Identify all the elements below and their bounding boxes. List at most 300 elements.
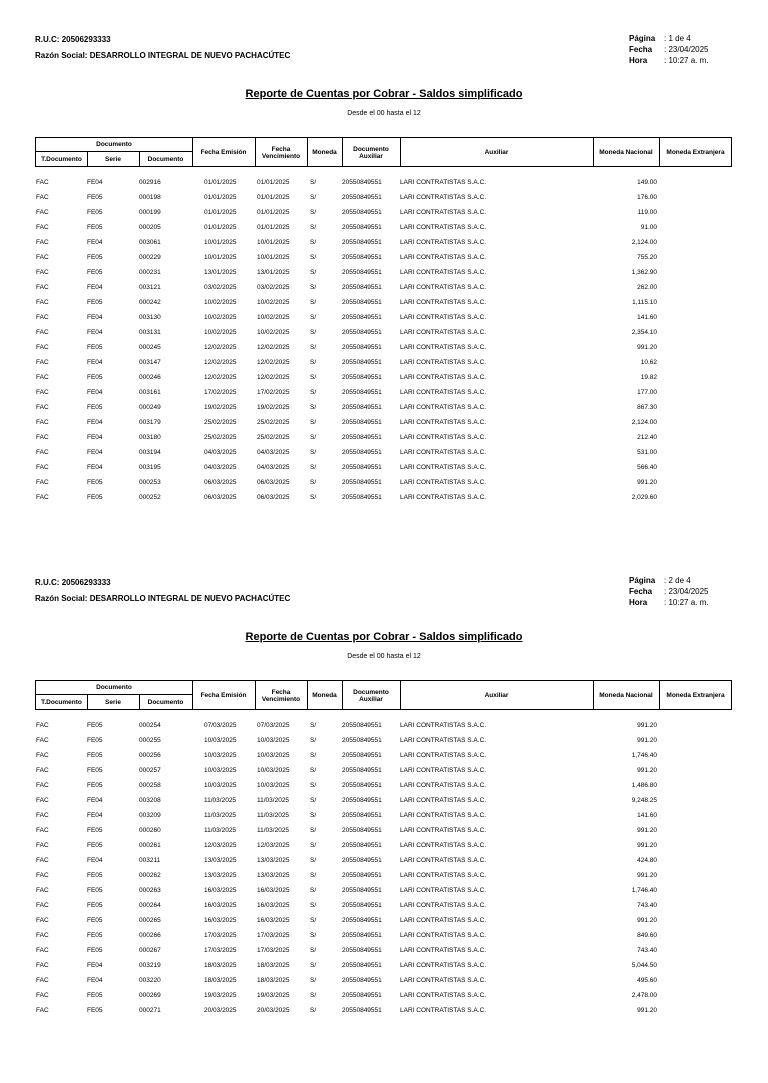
cell-tdocumento: FAC [36,269,49,276]
ruc [35,35,111,44]
col-moneda: Moneda [312,149,337,156]
cell-fecha-vencimiento: 20/03/2025 [257,1007,290,1014]
cell-fecha-emision: 11/03/2025 [204,812,237,819]
cell-auxiliar: LARI CONTRATISTAS S.A.C. [400,917,487,924]
cell-moneda: S/ [310,254,317,261]
report-page-1 [0,0,768,540]
cell-moneda-nacional: 176.00 [637,194,657,201]
cell-serie: FE05 [87,269,103,276]
cell-doc-auxiliar: 20550849551 [342,752,382,759]
cell-numero: 000271 [139,1007,161,1014]
cell-doc-auxiliar: 20550849551 [342,299,382,306]
cell-serie: FE05 [87,752,103,759]
cell-moneda-nacional: 991.20 [637,872,657,879]
table-row [35,430,735,445]
cell-moneda-nacional: 991.20 [637,737,657,744]
col-documento-group: Documento [96,141,132,148]
cell-numero: 000267 [139,947,161,954]
cell-moneda: S/ [310,284,317,291]
cell-serie: FE04 [87,389,103,396]
cell-moneda: S/ [310,782,317,789]
cell-moneda: S/ [310,389,317,396]
cell-auxiliar: LARI CONTRATISTAS S.A.C. [400,344,487,351]
cell-moneda: S/ [310,299,317,306]
cell-fecha-emision: 10/02/2025 [204,329,237,336]
cell-moneda-nacional: 91.00 [640,224,657,231]
cell-tdocumento: FAC [36,404,49,411]
cell-numero: 000258 [139,782,161,789]
cell-fecha-emision: 13/03/2025 [204,857,237,864]
cell-auxiliar: LARI CONTRATISTAS S.A.C. [400,224,487,231]
cell-serie: FE05 [87,947,103,954]
cell-doc-auxiliar: 20550849551 [342,872,382,879]
cell-doc-auxiliar: 20550849551 [342,782,382,789]
cell-serie: FE04 [87,434,103,441]
cell-tdocumento: FAC [36,932,49,939]
cell-serie: FE05 [87,842,103,849]
cell-moneda: S/ [310,752,317,759]
table-row [35,733,735,748]
cell-tdocumento: FAC [36,299,49,306]
cell-doc-auxiliar: 20550849551 [342,932,382,939]
cell-tdocumento: FAC [36,494,49,501]
cell-fecha-emision: 10/02/2025 [204,299,237,306]
cell-fecha-emision: 10/03/2025 [204,737,237,744]
cell-tdocumento: FAC [36,917,49,924]
cell-serie: FE04 [87,359,103,366]
cell-fecha-vencimiento: 11/03/2025 [257,827,290,834]
cell-fecha-vencimiento: 12/02/2025 [257,344,290,351]
table-body [35,718,735,1018]
col-moneda-nacional: Moneda Nacional [599,149,653,156]
table-row [35,265,735,280]
ruc-value: 20506293333 [61,578,111,587]
cell-moneda-nacional: 2,124.00 [631,419,657,426]
cell-auxiliar: LARI CONTRATISTAS S.A.C. [400,842,487,849]
pagina-label: Página [629,34,656,43]
cell-fecha-emision: 17/02/2025 [204,389,237,396]
cell-auxiliar: LARI CONTRATISTAS S.A.C. [400,857,487,864]
cell-tdocumento: FAC [36,239,49,246]
cell-fecha-emision: 10/03/2025 [204,767,237,774]
cell-serie: FE05 [87,479,103,486]
cell-doc-auxiliar: 20550849551 [342,827,382,834]
cell-auxiliar: LARI CONTRATISTAS S.A.C. [400,269,487,276]
cell-serie: FE04 [87,962,103,969]
cell-moneda-nacional: 991.20 [637,344,657,351]
hora-label: Hora [629,56,648,65]
cell-auxiliar: LARI CONTRATISTAS S.A.C. [400,827,487,834]
cell-fecha-vencimiento: 10/03/2025 [257,752,290,759]
cell-serie: FE04 [87,239,103,246]
cell-fecha-emision: 03/02/2025 [204,284,237,291]
cell-tdocumento: FAC [36,374,49,381]
cell-numero: 000261 [139,842,161,849]
cell-moneda-nacional: 2,354.10 [631,329,657,336]
razon-social [35,594,290,603]
cell-numero: 003211 [139,857,161,864]
cell-fecha-emision: 10/03/2025 [204,752,237,759]
cell-doc-auxiliar: 20550849551 [342,797,382,804]
page-meta [629,575,708,608]
cell-moneda-nacional: 991.20 [637,722,657,729]
cell-moneda-nacional: 991.20 [637,827,657,834]
cell-moneda-nacional: 424.80 [637,857,657,864]
cell-fecha-vencimiento: 17/03/2025 [257,947,290,954]
cell-serie: FE05 [87,872,103,879]
cell-moneda-nacional: 867.30 [637,404,657,411]
table-row [35,853,735,868]
cell-numero: 003209 [139,812,161,819]
cell-fecha-vencimiento: 17/03/2025 [257,932,290,939]
table-row [35,370,735,385]
table-row [35,1003,735,1018]
cell-moneda-nacional: 2,478.00 [631,992,657,999]
cell-doc-auxiliar: 20550849551 [342,902,382,909]
cell-doc-auxiliar: 20550849551 [342,389,382,396]
report-page-2 [0,543,768,1083]
table-row [35,280,735,295]
cell-moneda-nacional: 849.60 [637,932,657,939]
cell-fecha-emision: 12/03/2025 [204,842,237,849]
cell-moneda-nacional: 141.60 [637,314,657,321]
cell-moneda: S/ [310,962,317,969]
cell-serie: FE04 [87,314,103,321]
table-row [35,958,735,973]
cell-moneda: S/ [310,812,317,819]
table-row [35,250,735,265]
cell-numero: 000242 [139,299,161,306]
cell-numero: 000205 [139,224,161,231]
cell-moneda: S/ [310,239,317,246]
cell-auxiliar: LARI CONTRATISTAS S.A.C. [400,962,487,969]
cell-moneda-nacional: 1,115.10 [632,299,657,306]
hora-value: : 10:27 a. m. [664,56,709,65]
cell-fecha-emision: 10/01/2025 [204,254,237,261]
cell-fecha-emision: 18/03/2025 [204,962,237,969]
cell-numero: 000260 [139,827,161,834]
cell-moneda: S/ [310,992,317,999]
cell-fecha-emision: 12/02/2025 [204,374,237,381]
cell-moneda: S/ [310,947,317,954]
cell-auxiliar: LARI CONTRATISTAS S.A.C. [400,947,487,954]
cell-serie: FE04 [87,464,103,471]
table-row [35,400,735,415]
cell-doc-auxiliar: 20550849551 [342,404,382,411]
table-row [35,793,735,808]
cell-serie: FE05 [87,737,103,744]
cell-moneda: S/ [310,872,317,879]
cell-fecha-vencimiento: 16/03/2025 [257,887,290,894]
cell-fecha-vencimiento: 06/03/2025 [257,479,290,486]
cell-moneda-nacional: 1,486.80 [631,782,657,789]
cell-numero: 003147 [139,359,161,366]
cell-numero: 000249 [139,404,161,411]
cell-auxiliar: LARI CONTRATISTAS S.A.C. [400,722,487,729]
cell-fecha-vencimiento: 17/02/2025 [257,389,290,396]
cell-fecha-vencimiento: 10/03/2025 [257,737,290,744]
cell-fecha-vencimiento: 01/01/2025 [257,194,290,201]
cell-tdocumento: FAC [36,194,49,201]
cell-numero: 003194 [139,449,161,456]
cell-serie: FE05 [87,722,103,729]
cell-moneda-nacional: 2,124.00 [631,239,657,246]
cell-doc-auxiliar: 20550849551 [342,737,382,744]
table-row [35,748,735,763]
col-doc-auxiliar: Documento Auxiliar [353,688,389,703]
col-fecha-vencimiento: Fecha Vencimiento [261,145,301,160]
table-row [35,190,735,205]
cell-auxiliar: LARI CONTRATISTAS S.A.C. [400,977,487,984]
col-moneda-extranjera: Moneda Extranjera [666,692,725,699]
fecha-label: Fecha [629,587,653,596]
col-serie: Serie [105,698,121,706]
col-numero: Documento [147,698,184,706]
cell-fecha-emision: 17/03/2025 [204,947,237,954]
cell-fecha-emision: 12/02/2025 [204,344,237,351]
cell-fecha-emision: 11/03/2025 [204,827,237,834]
cell-fecha-emision: 17/03/2025 [204,932,237,939]
cell-tdocumento: FAC [36,782,49,789]
cell-moneda: S/ [310,494,317,501]
cell-moneda: S/ [310,827,317,834]
cell-moneda-nacional: 991.20 [637,842,657,849]
cell-fecha-vencimiento: 19/03/2025 [257,992,290,999]
cell-doc-auxiliar: 20550849551 [342,239,382,246]
cell-fecha-vencimiento: 13/03/2025 [257,872,290,879]
cell-serie: FE05 [87,209,103,216]
ruc [35,578,111,587]
cell-moneda-nacional: 991.20 [637,1007,657,1014]
cell-numero: 000269 [139,992,161,999]
cell-fecha-vencimiento: 07/03/2025 [257,722,290,729]
cell-fecha-vencimiento: 10/02/2025 [257,299,290,306]
cell-doc-auxiliar: 20550849551 [342,464,382,471]
table-row [35,385,735,400]
table-row [35,928,735,943]
cell-numero: 000256 [139,752,161,759]
table-row [35,295,735,310]
cell-numero: 000255 [139,737,161,744]
table-row [35,973,735,988]
col-fecha-vencimiento: Fecha Vencimiento [261,688,301,703]
cell-moneda: S/ [310,887,317,894]
cell-auxiliar: LARI CONTRATISTAS S.A.C. [400,449,487,456]
cell-serie: FE05 [87,254,103,261]
pagina-value: : 1 de 4 [664,34,691,43]
razon-social [35,51,290,60]
table-row [35,823,735,838]
cell-tdocumento: FAC [36,977,49,984]
cell-auxiliar: LARI CONTRATISTAS S.A.C. [400,239,487,246]
cell-auxiliar: LARI CONTRATISTAS S.A.C. [400,737,487,744]
cell-moneda: S/ [310,314,317,321]
table-body [35,175,735,505]
cell-fecha-vencimiento: 13/01/2025 [257,269,290,276]
cell-numero: 003219 [139,962,161,969]
cell-tdocumento: FAC [36,284,49,291]
cell-tdocumento: FAC [36,857,49,864]
cell-auxiliar: LARI CONTRATISTAS S.A.C. [400,479,487,486]
cell-serie: FE05 [87,782,103,789]
cell-auxiliar: LARI CONTRATISTAS S.A.C. [400,932,487,939]
cell-doc-auxiliar: 20550849551 [342,887,382,894]
cell-numero: 000266 [139,932,161,939]
cell-moneda-nacional: 743.40 [637,902,657,909]
cell-auxiliar: LARI CONTRATISTAS S.A.C. [400,389,487,396]
cell-moneda-nacional: 262.00 [637,284,657,291]
cell-numero: 003130 [139,314,161,321]
cell-fecha-emision: 25/02/2025 [204,434,237,441]
cell-tdocumento: FAC [36,962,49,969]
cell-serie: FE04 [87,179,103,186]
cell-moneda: S/ [310,449,317,456]
cell-auxiliar: LARI CONTRATISTAS S.A.C. [400,434,487,441]
cell-fecha-vencimiento: 12/03/2025 [257,842,290,849]
cell-fecha-vencimiento: 06/03/2025 [257,494,290,501]
cell-numero: 000263 [139,887,161,894]
cell-fecha-emision: 19/03/2025 [204,992,237,999]
cell-tdocumento: FAC [36,449,49,456]
cell-moneda-nacional: 10.62 [640,359,657,366]
table-row [35,355,735,370]
cell-serie: FE04 [87,419,103,426]
report-title: Reporte de Cuentas por Cobrar - Saldos simplificado [245,88,523,100]
cell-serie: FE05 [87,887,103,894]
table-row [35,778,735,793]
cell-tdocumento: FAC [36,329,49,336]
cell-moneda-nacional: 1,746.40 [631,752,657,759]
cell-fecha-emision: 01/01/2025 [204,209,237,216]
cell-serie: FE05 [87,494,103,501]
table-row [35,235,735,250]
cell-doc-auxiliar: 20550849551 [342,449,382,456]
cell-auxiliar: LARI CONTRATISTAS S.A.C. [400,299,487,306]
cell-tdocumento: FAC [36,767,49,774]
ruc-label: R.U.C: [35,578,60,587]
cell-numero: 000245 [139,344,161,351]
cell-moneda-nacional: 566.40 [637,464,657,471]
cell-doc-auxiliar: 20550849551 [342,947,382,954]
ruc-label: R.U.C: [35,35,60,44]
table-row [35,460,735,475]
cell-serie: FE04 [87,284,103,291]
cell-numero: 000257 [139,767,161,774]
cell-auxiliar: LARI CONTRATISTAS S.A.C. [400,314,487,321]
cell-fecha-vencimiento: 11/03/2025 [257,812,290,819]
cell-doc-auxiliar: 20550849551 [342,962,382,969]
col-auxiliar: Auxiliar [484,692,509,699]
cell-tdocumento: FAC [36,419,49,426]
cell-auxiliar: LARI CONTRATISTAS S.A.C. [400,494,487,501]
cell-numero: 003195 [139,464,161,471]
cell-auxiliar: LARI CONTRATISTAS S.A.C. [400,209,487,216]
cell-tdocumento: FAC [36,359,49,366]
cell-moneda: S/ [310,479,317,486]
cell-moneda: S/ [310,404,317,411]
table-row [35,883,735,898]
cell-moneda: S/ [310,1007,317,1014]
cell-doc-auxiliar: 20550849551 [342,767,382,774]
cell-doc-auxiliar: 20550849551 [342,224,382,231]
cell-fecha-vencimiento: 03/02/2025 [257,284,290,291]
cell-doc-auxiliar: 20550849551 [342,1007,382,1014]
table-row [35,898,735,913]
col-serie: Serie [105,155,121,163]
cell-auxiliar: LARI CONTRATISTAS S.A.C. [400,284,487,291]
cell-serie: FE05 [87,374,103,381]
table-row [35,475,735,490]
cell-tdocumento: FAC [36,254,49,261]
cell-moneda-nacional: 1,746.40 [631,887,657,894]
cell-moneda-nacional: 991.20 [637,767,657,774]
cell-fecha-emision: 04/03/2025 [204,464,237,471]
cell-moneda-nacional: 495.60 [637,977,657,984]
cell-moneda: S/ [310,419,317,426]
cell-serie: FE05 [87,1007,103,1014]
cell-fecha-emision: 06/03/2025 [204,494,237,501]
cell-moneda-nacional: 991.20 [637,917,657,924]
cell-doc-auxiliar: 20550849551 [342,977,382,984]
cell-fecha-vencimiento: 12/02/2025 [257,359,290,366]
razon-value: DESARROLLO INTEGRAL DE NUEVO PACHACÚTEC [89,594,291,603]
col-tdocumento: T.Documento [41,698,82,706]
cell-doc-auxiliar: 20550849551 [342,269,382,276]
col-auxiliar: Auxiliar [484,149,509,156]
table-row [35,763,735,778]
cell-auxiliar: LARI CONTRATISTAS S.A.C. [400,194,487,201]
cell-numero: 000262 [139,872,161,879]
page-meta [629,33,708,66]
cell-tdocumento: FAC [36,812,49,819]
cell-numero: 003220 [139,977,161,984]
cell-fecha-vencimiento: 18/03/2025 [257,977,290,984]
cell-tdocumento: FAC [36,1007,49,1014]
cell-fecha-emision: 07/03/2025 [204,722,237,729]
cell-moneda: S/ [310,224,317,231]
report-subtitle: Desde el 00 hasta el 12 [347,110,421,117]
razon-label: Razón Social: [35,51,88,60]
cell-tdocumento: FAC [36,827,49,834]
cell-moneda-nacional: 177.00 [637,389,657,396]
cell-auxiliar: LARI CONTRATISTAS S.A.C. [400,992,487,999]
cell-moneda: S/ [310,857,317,864]
cell-auxiliar: LARI CONTRATISTAS S.A.C. [400,887,487,894]
cell-moneda-nacional: 743.40 [637,947,657,954]
cell-moneda-nacional: 149.00 [637,179,657,186]
cell-auxiliar: LARI CONTRATISTAS S.A.C. [400,902,487,909]
cell-fecha-vencimiento: 04/03/2025 [257,449,290,456]
cell-fecha-vencimiento: 25/02/2025 [257,434,290,441]
cell-tdocumento: FAC [36,479,49,486]
cell-moneda-nacional: 9,248.25 [631,797,657,804]
cell-fecha-emision: 11/03/2025 [204,797,237,804]
cell-serie: FE04 [87,797,103,804]
cell-numero: 003061 [139,239,161,246]
cell-serie: FE05 [87,767,103,774]
cell-auxiliar: LARI CONTRATISTAS S.A.C. [400,179,487,186]
cell-moneda-nacional: 2,029.60 [631,494,657,501]
cell-numero: 003179 [139,419,161,426]
cell-doc-auxiliar: 20550849551 [342,344,382,351]
cell-fecha-vencimiento: 10/01/2025 [257,254,290,261]
cell-tdocumento: FAC [36,797,49,804]
cell-moneda-nacional: 19.82 [640,374,657,381]
cell-fecha-vencimiento: 10/03/2025 [257,767,290,774]
cell-moneda-nacional: 1,362.90 [631,269,657,276]
cell-auxiliar: LARI CONTRATISTAS S.A.C. [400,254,487,261]
cell-doc-auxiliar: 20550849551 [342,419,382,426]
